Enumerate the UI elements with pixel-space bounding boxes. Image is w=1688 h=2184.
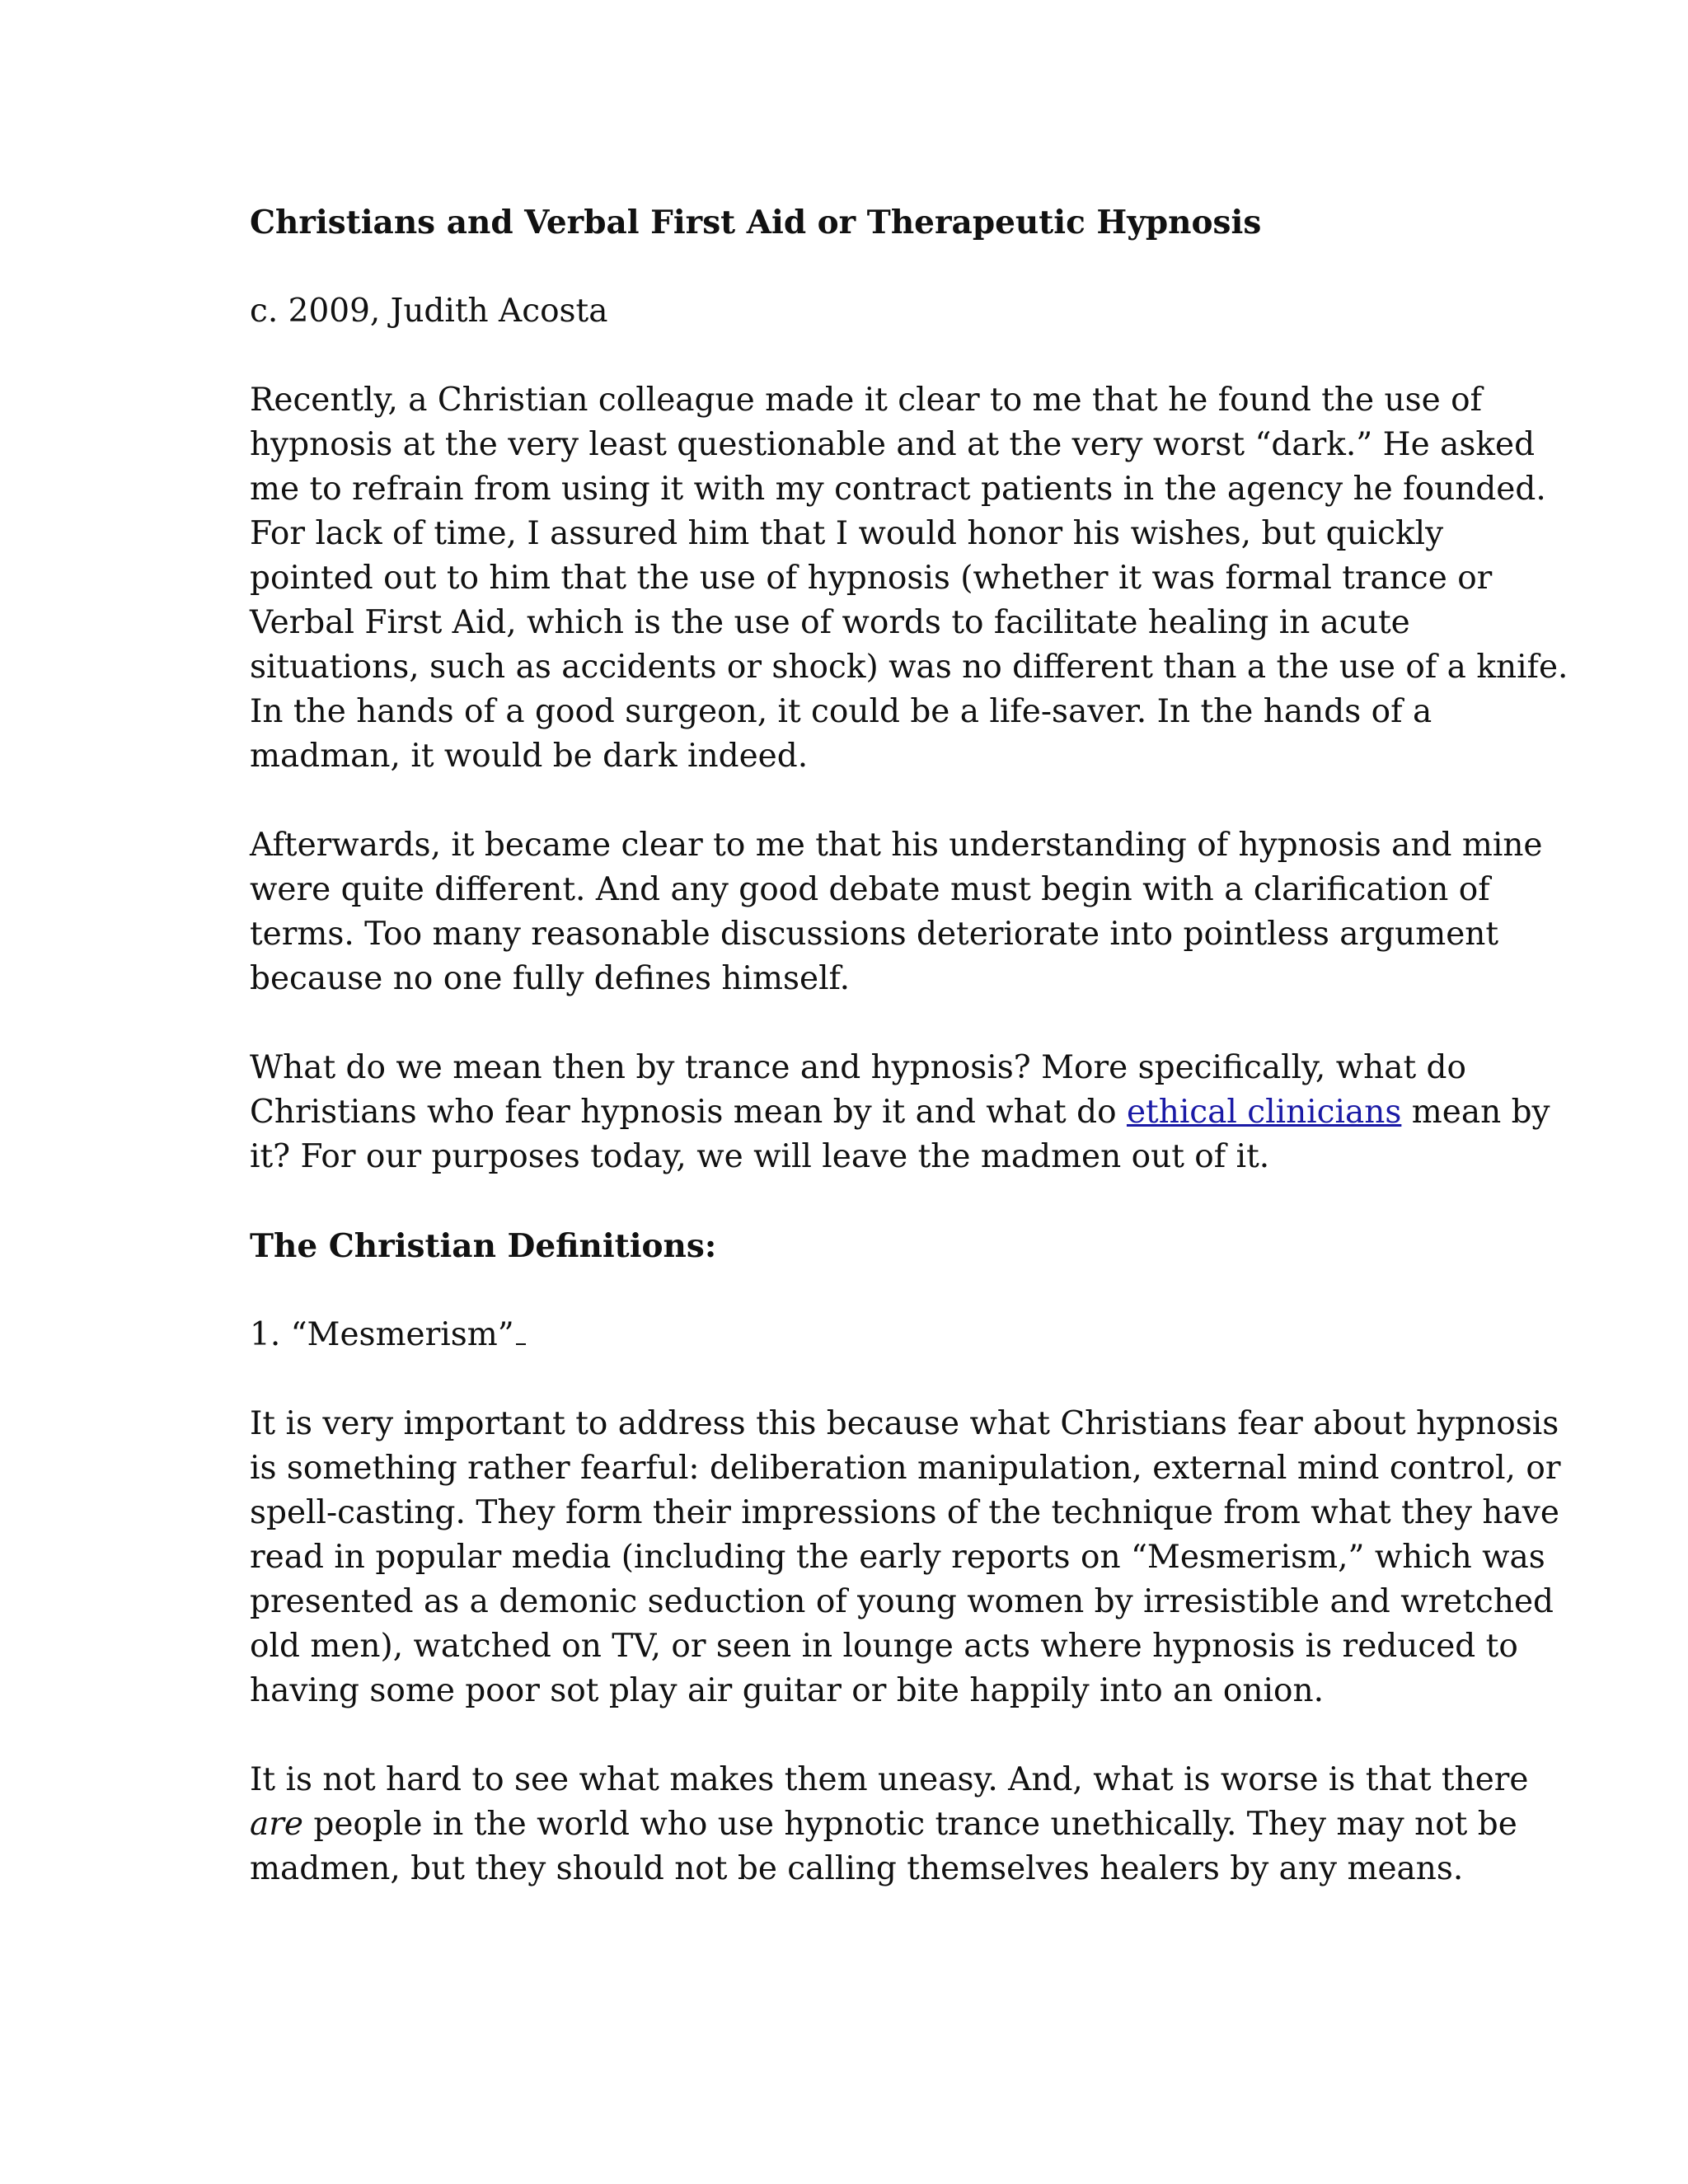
line-text: mean by	[1401, 1094, 1550, 1131]
list-item-text: 1. “Mesmerism”	[250, 1316, 514, 1353]
line-text: people in the world who use hypnotic trance unethically. They may not be	[302, 1806, 1517, 1843]
paragraph-line: situations, such as accidents or shock) was no different than a the use of a knife.	[250, 649, 1568, 686]
paragraph-intro	[250, 378, 1568, 779]
paragraph-line: were quite different. And any good debate must begin with a clarification of	[250, 871, 1490, 908]
paragraph-line: old men), watched on TV, or seen in lounge acts where hypnosis is reduced to	[250, 1628, 1518, 1665]
paragraph-line: is something rather fearful: deliberation manipulation, external mind control, or	[250, 1450, 1561, 1487]
paragraph-line: read in popular media (including the early reports on “Mesmerism,” which was	[250, 1539, 1545, 1576]
paragraph-line: For lack of time, I assured him that I would honor his wishes, but quickly	[250, 515, 1444, 552]
line-text: Christians who fear hypnosis mean by it and what do	[250, 1094, 1127, 1131]
paragraph-line: it? For our purposes today, we will leave the madmen out of it.	[250, 1138, 1270, 1175]
paragraph-question	[250, 1046, 1550, 1179]
footnote-marker[interactable]	[516, 1327, 526, 1345]
paragraph-line: hypnosis at the very least questionable and at the very worst “dark.” He asked	[250, 426, 1536, 463]
paragraph-line: madman, it would be dark indeed.	[250, 738, 809, 775]
paragraph-line: having some poor sot play air guitar or bite happily into an onion.	[250, 1672, 1324, 1709]
emphasis-text: are	[250, 1806, 303, 1843]
paragraph-line	[250, 1802, 1517, 1847]
paragraph-uneasy	[250, 1758, 1529, 1891]
ethical-clinicians-link[interactable]: ethical clinicians	[1126, 1094, 1402, 1131]
paragraph-line: because no one fully defines himself.	[250, 960, 850, 997]
paragraph-line: spell-casting. They form their impressions of the technique from what they have	[250, 1494, 1559, 1531]
copyright-line: c. 2009, Judith Acosta	[250, 293, 608, 330]
paragraph-line: In the hands of a good surgeon, it could be a life-saver. In the hands of a	[250, 693, 1432, 730]
paragraph-line: It is very important to address this because what Christians fear about hypnosis	[250, 1405, 1559, 1442]
paragraph-line: Afterwards, it became clear to me that his understanding of hypnosis and mine	[250, 827, 1543, 864]
document-title: Christians and Verbal First Aid or Therapeutic Hypnosis	[250, 204, 1262, 241]
paragraph-line: Verbal First Aid, which is the use of words to facilitate healing in acute	[250, 604, 1410, 641]
paragraph-line: me to refrain from using it with my contract patients in the agency he founded.	[250, 471, 1546, 508]
list-item-mesmerism	[250, 1313, 1441, 1357]
paragraph-line: presented as a demonic seduction of young women by irresistible and wretched	[250, 1583, 1554, 1620]
paragraph-line: terms. Too many reasonable discussions deteriorate into pointless argument	[250, 916, 1499, 953]
paragraph-mesmerism	[250, 1402, 1561, 1713]
paragraph-line: pointed out to him that the use of hypnosis (whether it was formal trance or	[250, 560, 1493, 597]
paragraph-line: madmen, but they should not be calling themselves healers by any means.	[250, 1850, 1464, 1887]
section-heading: The Christian Definitions:	[250, 1227, 717, 1265]
paragraph-line: What do we mean then by trance and hypnosis? More specifically, what do	[250, 1049, 1466, 1086]
paragraph-line	[250, 1090, 1550, 1135]
paragraph-line: Recently, a Christian colleague made it clear to me that he found the use of	[250, 382, 1483, 419]
paragraph-afterwards	[250, 823, 1543, 1001]
paragraph-line: It is not hard to see what makes them uneasy. And, what is worse is that there	[250, 1761, 1529, 1798]
document-body	[250, 200, 1568, 1936]
